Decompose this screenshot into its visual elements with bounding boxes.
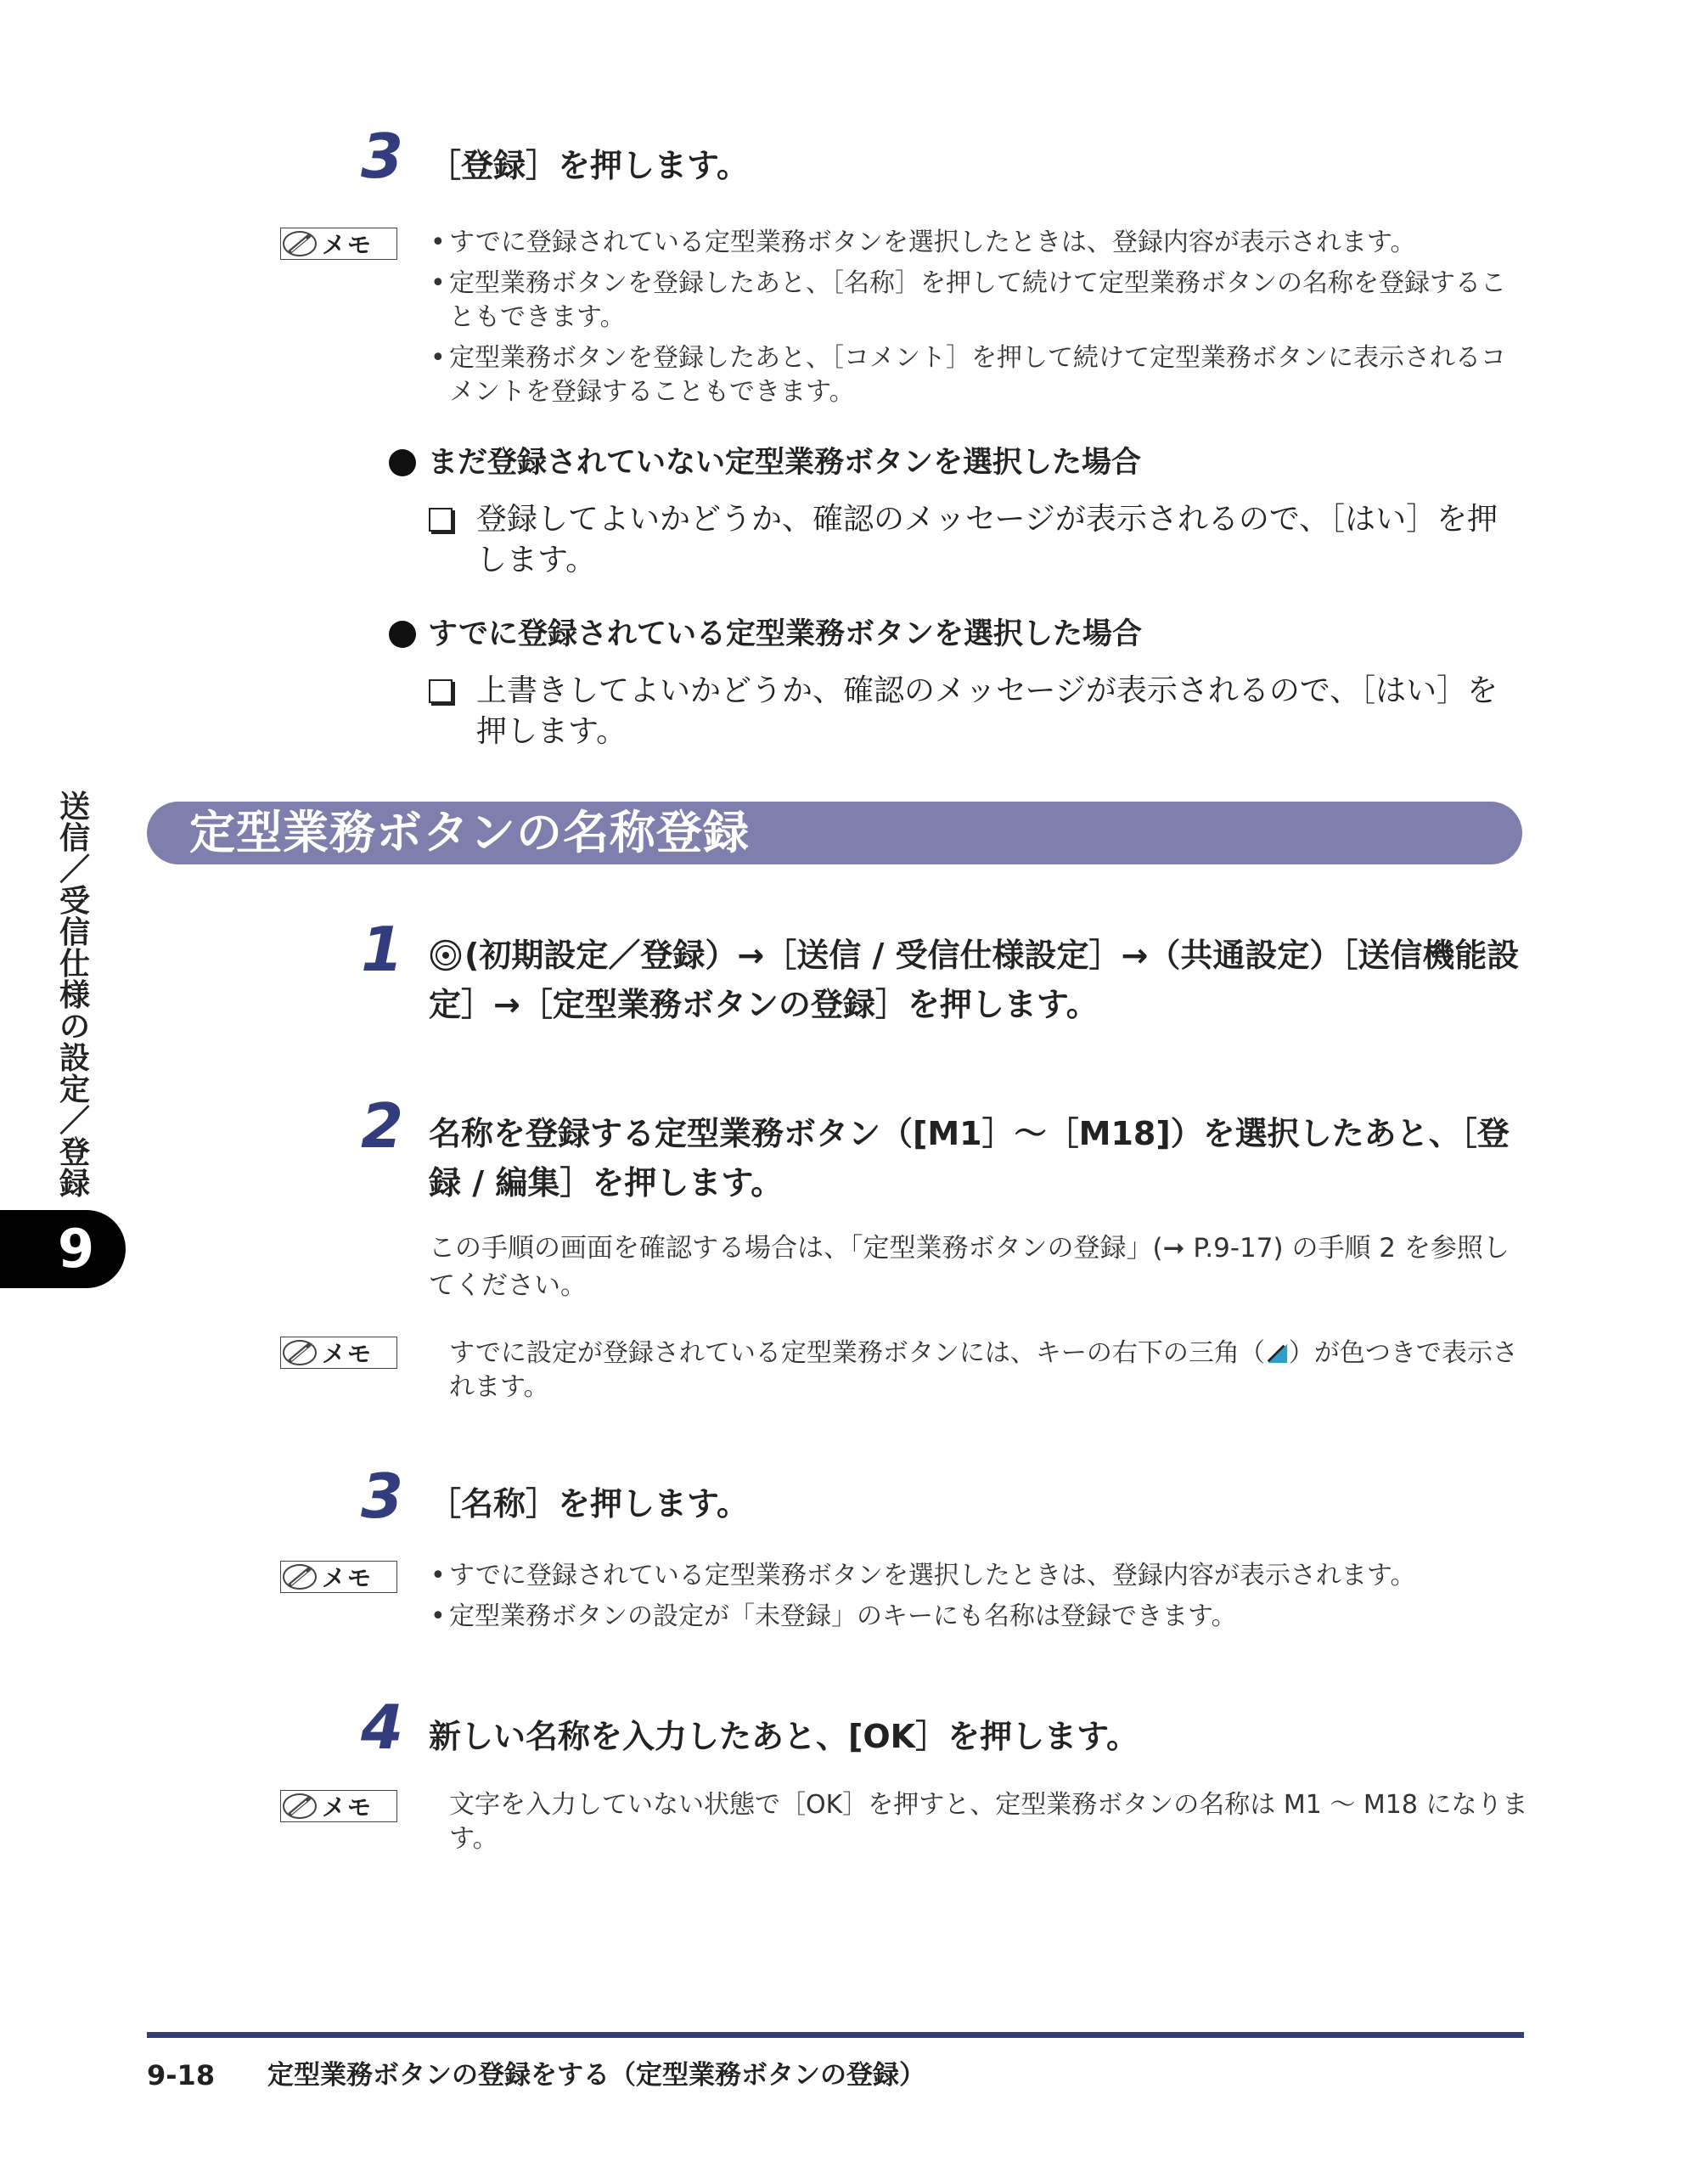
- bullet-disc-icon: [389, 621, 416, 648]
- pencil-icon: [281, 229, 318, 258]
- memo-label: メモ: [322, 1564, 374, 1592]
- step-number: 4: [361, 1691, 404, 1763]
- footer-rule: [147, 2032, 1524, 2038]
- pencil-icon: [281, 1792, 318, 1821]
- memo-badge: [280, 1561, 397, 1593]
- page-number: 9-18: [147, 2059, 216, 2091]
- step-number: 1: [361, 914, 404, 985]
- check-item: 登録してよいかどうか、確認のメッセージが表示されるので、［はい］を押します。: [429, 499, 1524, 581]
- chapter-side-label: 送信／受信仕様の設定／登録: [59, 790, 90, 1202]
- memo-badge: [280, 228, 397, 260]
- memo-item: • 定型業務ボタンを登録したあと、［コメント］を押して続けて定型業務ボタンに表示されるコメントを登録することもできます。: [430, 343, 1506, 407]
- memo-badge: [280, 1790, 397, 1822]
- chapter-number: 9: [58, 1218, 95, 1280]
- memo-label: メモ: [322, 231, 374, 259]
- pencil-icon: [281, 1562, 318, 1591]
- corner-triangle-icon: [1265, 1341, 1289, 1365]
- pencil-icon: [281, 1338, 318, 1367]
- case-heading: まだ登録されていない定型業務ボタンを選択した場合: [389, 442, 1141, 484]
- section-title-bar: [147, 802, 1522, 864]
- section-title: 定型業務ボタンの名称登録: [189, 806, 750, 859]
- memo-item: • 定型業務ボタンを登録したあと、［名称］を押して続けて定型業務ボタンの名称を登録することもできます。: [430, 268, 1506, 332]
- memo-label: メモ: [322, 1793, 374, 1821]
- step-heading: ［登録］を押します。: [429, 147, 749, 184]
- step-heading: 名称を登録する定型業務ボタン（[M1］～［M18]）を選択したあと、［登録 / 編集］を押します。: [429, 1115, 1510, 1202]
- check-item: 上書きしてよいかどうか、確認のメッセージが表示されるので、［はい］を押します。: [429, 671, 1524, 752]
- step-heading: (初期設定／登録）→［送信 / 受信仕様設定］→（共通設定）［送信機能設定］→［定型業務ボタンの登録］を押します。: [429, 937, 1520, 1023]
- step-number: 3: [361, 1461, 404, 1532]
- step-number: 3: [361, 121, 404, 192]
- memo-item: • すでに登録されている定型業務ボタンを選択したときは、登録内容が表示されます。: [430, 1561, 1416, 1590]
- memo-item: • すでに登録されている定型業務ボタンを選択したときは、登録内容が表示されます。: [430, 228, 1416, 257]
- memo-note: 文字を入力していない状態で［OK］を押すと、定型業務ボタンの名称は M1 ～ M18 になります。: [449, 1790, 1528, 1854]
- step-number: 2: [361, 1090, 404, 1162]
- checkbox-square-icon: [429, 508, 453, 532]
- step-heading: ［名称］を押します。: [429, 1485, 749, 1523]
- checkbox-square-icon: [429, 679, 453, 703]
- step-note: この手順の画面を確認する場合は、「定型業務ボタンの登録」(➞ P.9-17) の手順 2 を参照してください。: [429, 1233, 1510, 1301]
- chapter-tab: [0, 1210, 126, 1288]
- memo-list: [429, 1559, 1528, 1641]
- bullet-disc-icon: [389, 449, 416, 476]
- memo-note: すでに設定が登録されている定型業務ボタンには、キーの右下の三角（ ）が色つきで表示されます。: [449, 1338, 1518, 1402]
- step-heading: 新しい名称を入力したあと、[OK］を押します。: [429, 1718, 1139, 1755]
- memo-list: [429, 226, 1528, 416]
- memo-badge: [280, 1337, 397, 1369]
- case-heading: すでに登録されている定型業務ボタンを選択した場合: [389, 613, 1142, 656]
- footer-title: 定型業務ボタンの登録をする（定型業務ボタンの登録）: [267, 2060, 925, 2091]
- memo-item: • 定型業務ボタンの設定が「未登録」のキーにも名称は登録できます。: [430, 1601, 1237, 1631]
- settings-key-icon: [429, 938, 463, 972]
- memo-label: メモ: [322, 1340, 374, 1368]
